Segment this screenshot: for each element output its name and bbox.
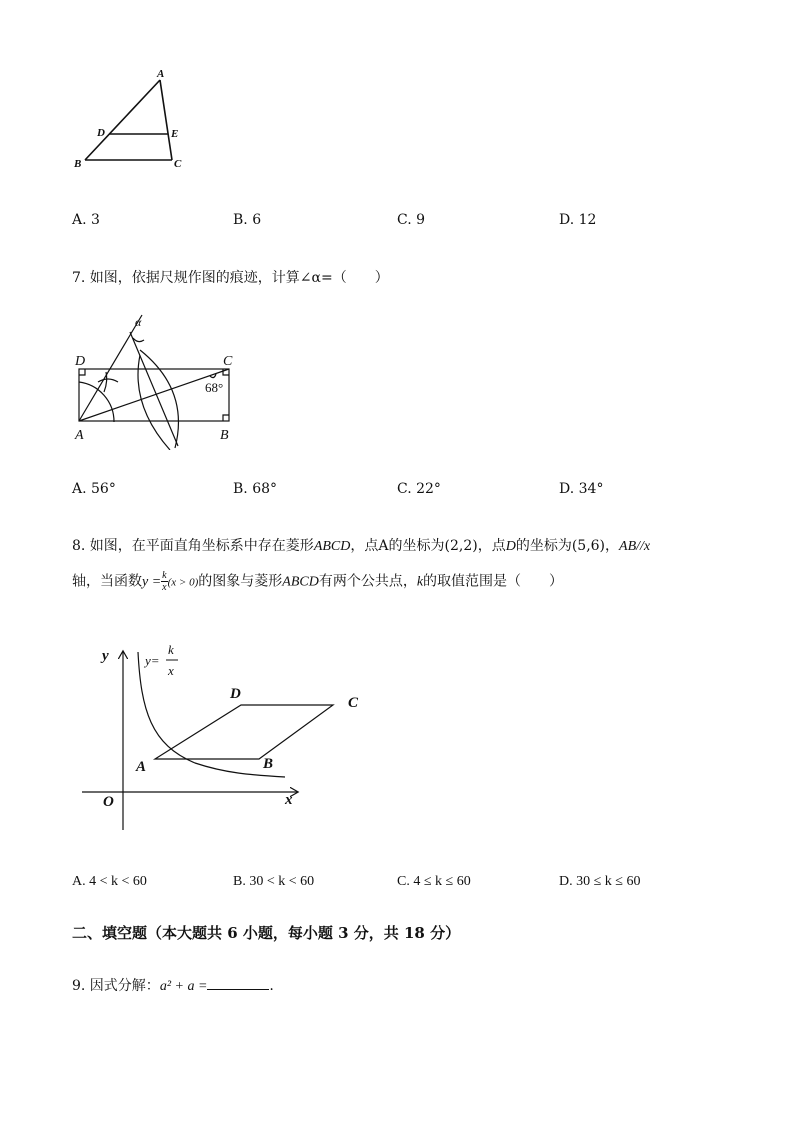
q8-stem-part: 的坐标为 [515, 538, 572, 554]
q8-func-y: y = [142, 574, 162, 590]
fraction-numerator: k [162, 570, 167, 581]
rhombus-abcd [155, 705, 333, 759]
section-2-title: 二、填空题（本大题共 6 小题，每小题 3 分，共 18 分） [72, 924, 461, 942]
q7-option-d[interactable]: D. 34° [559, 481, 604, 497]
label-a: A [75, 428, 84, 443]
alpha-arc [133, 338, 144, 342]
label-d: D [230, 686, 241, 702]
q6-option-c[interactable]: C. 9 [397, 212, 426, 228]
q7-stem: 7. 如图，依据尺规作图的痕迹，计算∠α=（ ） [72, 270, 389, 286]
q8-stem-prefix: 8. 如图，在平面直角坐标系中存在菱形 [72, 538, 314, 554]
q8-option-d[interactable]: D. 30 ≤ k ≤ 60 [559, 874, 641, 889]
side-ab [85, 80, 160, 160]
label-y: y [102, 648, 109, 664]
q8-rhombus-name: ABCD [313, 539, 351, 554]
q8-stem-part: 有两个公共点， [318, 573, 417, 590]
side-ac [160, 80, 172, 160]
q8-stem-line1 [72, 535, 650, 555]
q8-parallel: AB//x [619, 539, 651, 554]
q8-option-b[interactable]: B. 30 < k < 60 [233, 874, 315, 889]
q9-expression: a² + a = [159, 979, 208, 994]
q6-triangle-figure [70, 65, 200, 175]
label-d: D [75, 354, 86, 369]
label-o: O [103, 794, 114, 810]
label-c: C [348, 695, 359, 711]
q7-option-c[interactable]: C. 22° [397, 481, 441, 497]
label-func-k: k [168, 642, 174, 657]
q9-answer-blank[interactable] [207, 977, 269, 990]
label-alpha: α [135, 315, 142, 329]
label-d: D [97, 127, 105, 139]
q8-func-condition: (x > 0) [167, 576, 199, 589]
q6-option-d[interactable]: D. 12 [559, 212, 597, 228]
construction-arc-small-1 [98, 379, 118, 382]
q9-stem [72, 975, 274, 995]
label-func-x: x [168, 663, 174, 678]
label-68: 68° [205, 380, 224, 395]
q8-stem-line2 [72, 570, 563, 593]
label-c: C [174, 158, 182, 170]
label-c: C [223, 354, 233, 369]
q9-end: . [269, 978, 274, 994]
q8-stem-part: ，点A的坐标为 [350, 538, 445, 554]
label-a: A [136, 759, 147, 775]
q7-option-a[interactable]: A. 56° [72, 481, 116, 497]
q8-stem-part: 轴，当函数 [72, 573, 142, 590]
q8-k: k [416, 574, 424, 590]
q8-stem-part: ， [605, 538, 620, 554]
label-b: B [220, 428, 229, 443]
q6-option-a[interactable]: A. 3 [72, 212, 100, 228]
q7-rectangle-figure [70, 310, 245, 450]
q8-option-c[interactable]: C. 4 ≤ k ≤ 60 [397, 874, 471, 889]
label-b: B [263, 756, 274, 772]
q8-coord-a: (2,2) [444, 538, 478, 554]
q8-stem-part: ，点 [477, 538, 506, 554]
label-e: E [171, 128, 179, 140]
q8-rhombus-name: ABCD [282, 574, 319, 590]
label-a: A [157, 68, 165, 80]
q8-label-c-wrap [340, 690, 370, 715]
label-func-y: y= [145, 653, 160, 668]
diagonal-ac [79, 369, 229, 421]
q8-stem-part: 的取值范围是（ ） [423, 573, 564, 590]
q8-option-a[interactable]: A. 4 < k < 60 [72, 874, 147, 889]
q8-coordinate-figure [75, 640, 335, 835]
q9-prefix: 9. 因式分解： [72, 978, 160, 994]
q8-point-d: D [505, 539, 516, 554]
construction-arc-a [79, 382, 114, 422]
q8-coord-d: (5,6) [571, 538, 606, 554]
right-angle-b [223, 415, 229, 421]
label-b: B [74, 158, 82, 170]
q8-stem-part: 的图象与菱形 [198, 573, 283, 590]
q7-option-b[interactable]: B. 68° [233, 481, 278, 497]
q6-option-b[interactable]: B. 6 [233, 212, 262, 228]
right-angle-d [79, 369, 85, 375]
fraction-denominator: x [162, 582, 167, 593]
construction-arc-small-2 [104, 372, 107, 392]
label-x: x [285, 792, 293, 808]
